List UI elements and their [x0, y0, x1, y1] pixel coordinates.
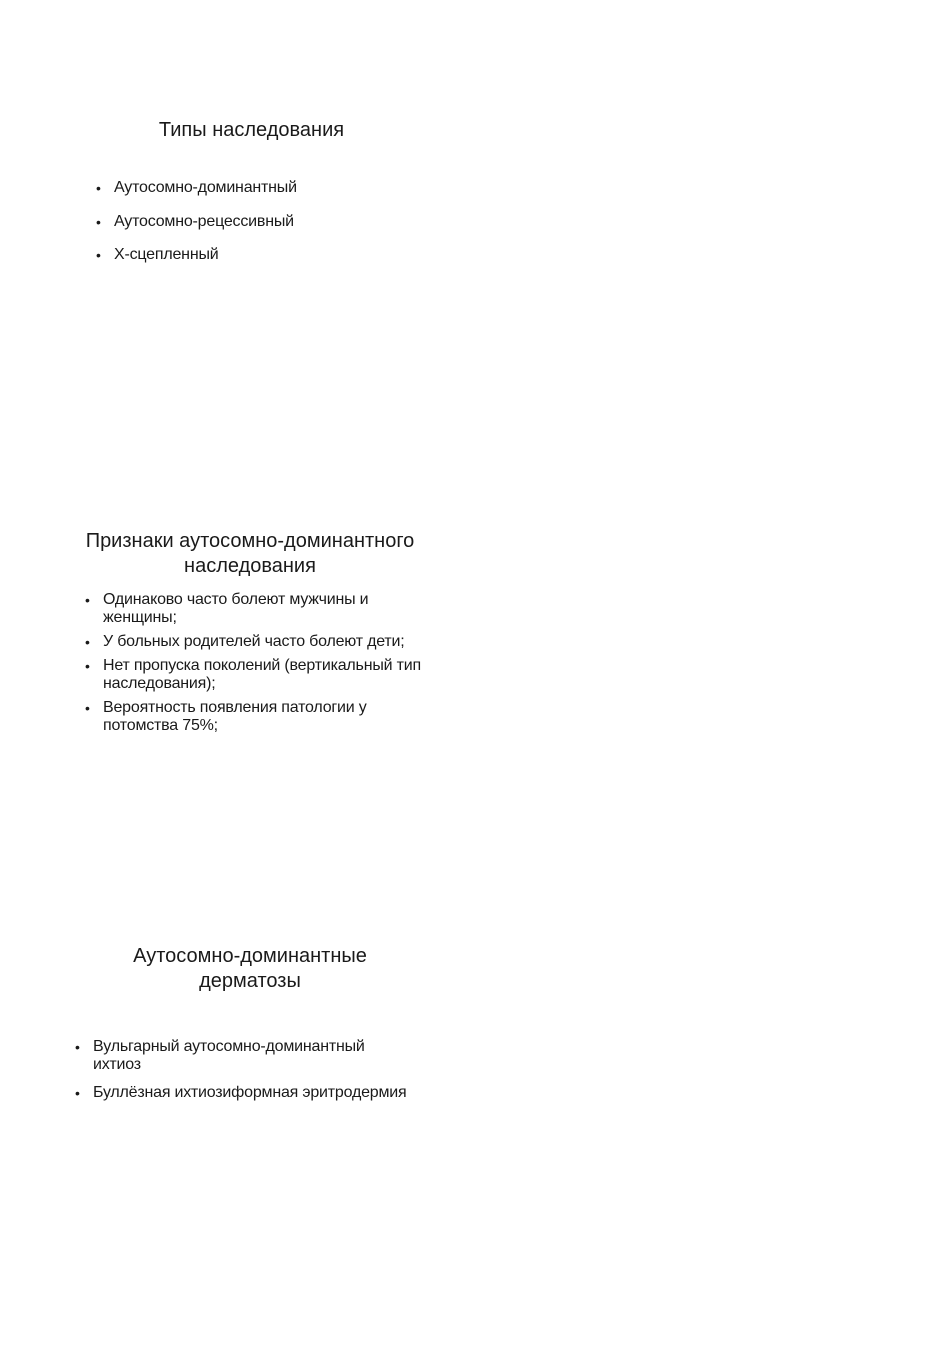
slide-title-line: Признаки аутосомно-доминантного	[85, 530, 415, 552]
bullet-list	[103, 591, 433, 741]
slide-title-line: наследования	[184, 555, 316, 577]
slide-title: Типы наследования	[158, 119, 345, 141]
slide-title-line: дерматозы	[199, 970, 301, 992]
slide-title-line: Аутосомно-доминантные	[133, 945, 367, 967]
slide-title	[60, 529, 440, 579]
list-item: • Х-сцепленный	[114, 246, 297, 264]
list-item: • Вероятность появления патологии у потомства 75%;	[103, 699, 433, 735]
slide-autosomal-dominant-dermatoses	[60, 944, 440, 1101]
list-item: • Одинаково часто болеют мужчины и женщины;	[103, 591, 433, 627]
bullet-list	[114, 179, 297, 280]
list-item: • Аутосомно-доминантный	[114, 179, 297, 197]
slide-title	[60, 944, 440, 994]
list-item: • Вульгарный аутосомно-доминантный ихтиоз	[93, 1038, 393, 1074]
list-item: • Аутосомно-рецессивный	[114, 213, 297, 231]
slide-autosomal-dominant-signs	[60, 529, 440, 734]
list-item: • Буллёзная ихтиозиформная эритродермия	[93, 1084, 433, 1102]
list-item: • У больных родителей часто болеют дети;	[103, 633, 433, 651]
bullet-list	[93, 1038, 433, 1112]
list-item: • Нет пропуска поколений (вертикальный тип наследования);	[103, 657, 433, 693]
